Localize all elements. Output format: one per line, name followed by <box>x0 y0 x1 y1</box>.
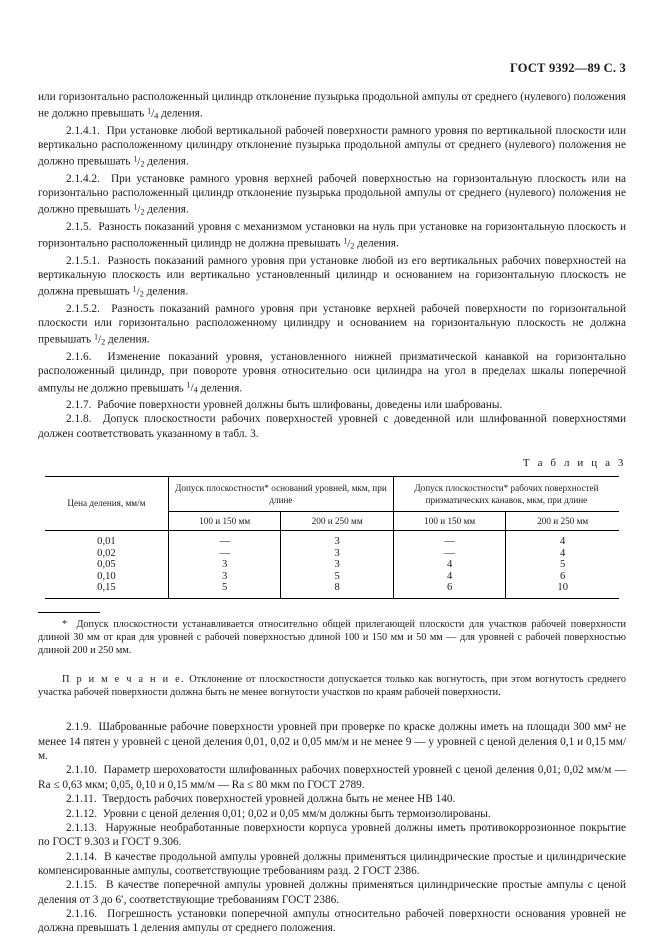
paragraph-2-1-9 <box>38 720 626 763</box>
cell-division-value: 0,01 <box>45 531 168 548</box>
paragraph-2-1-8 <box>38 412 626 441</box>
paragraph-number: 2.1.12. <box>66 807 98 820</box>
paragraph-continuation: или горизонтально расположенный цилиндр отклонение пузырька продольной ампулы от среднего (нулевого) положения не должно превышать $^1$/4 деления. <box>38 90 626 121</box>
paragraph-text-after: деления. <box>144 204 189 217</box>
paragraph-text-after: деления. <box>143 285 189 298</box>
paragraph-text: В качестве продольной ампулы уровней должны применяться цилиндрические простые и цилиндрические компенсированные ампулы, соответствующие требованиям разд. 2 ГОСТ 2386. <box>38 850 626 877</box>
cell-groove-200-250: 5 <box>506 559 619 571</box>
cell-groove-200-250: 4 <box>506 531 619 548</box>
paragraph-2-1-4-1 <box>38 124 626 172</box>
paragraph-text: Твердость рабочих поверхностей уровней должна быть не менее HB 140. <box>102 793 456 806</box>
cell-groove-200-250: 4 <box>506 548 619 560</box>
paragraph-number: 2.1.7. <box>66 399 92 412</box>
footnote-flatness-tolerance <box>38 618 626 657</box>
paragraph-text: Наружные необработанные поверхности корпуса уровней должны иметь противокоррозионное покрытие по ГОСТ 9.303 и ГОСТ 9.306. <box>38 821 626 849</box>
cell-groove-100-150: 4 <box>393 571 506 583</box>
cell-base-100-150: 3 <box>168 559 281 571</box>
cell-groove-100-150: 6 <box>393 582 506 598</box>
paragraph-number: 2.1.16. <box>66 907 98 920</box>
paragraph-text-before: Изменение показаний уровня, установленного нижней призматической канавкой на горизонтально расположенный цилиндр, при повороте уровня относительно оси цилиндра на угол в пределах шкалы поперечной ампулы не должно превышать <box>38 350 626 395</box>
paragraph-text-before: При установке рамного уровня верхней рабочей поверхностью на горизонтальную плоскость или на горизонтально расположенный цилиндр отклонение пузырька продольной ампулы от среднего (нулевого) положения не должно превышать <box>38 172 627 217</box>
table-caption: Т а б л и ц а 3 <box>522 457 626 470</box>
paragraph-text-before: Разность показаний уровня с механизмом установки на нуль при установке на горизонтальную плоскость и горизонтально расположенный цилиндр не должна превышать <box>38 220 626 250</box>
cell-division-value: 0,02 <box>97 547 116 559</box>
paragraph-2-1-7 <box>38 398 626 412</box>
footnote-marker: * <box>62 619 68 631</box>
table-head <box>45 477 619 531</box>
column-header-length-200-250-groove: 200 и 250 мм <box>506 512 619 531</box>
paragraph-number: 2.1.5.1. <box>66 254 100 267</box>
paragraph-number: 2.1.4.1. <box>66 124 100 137</box>
paragraph-2-1-5-1 <box>38 254 626 302</box>
cell-base-100-150: — <box>168 531 281 548</box>
paragraph-text-after: деления. <box>354 237 399 250</box>
paragraph-2-1-11 <box>38 792 626 806</box>
fraction-one-half: $^1$/2 <box>132 284 144 299</box>
table-header-row-group <box>45 477 619 512</box>
paragraph-text-before: Разность показаний рамного уровня при установке любой из его вертикальных рабочих поверхностей на вертикальную плоскость или вертикально установленный цилиндр и основанием на горизонтальную плоскость не должна превышать <box>38 254 626 298</box>
cell-base-200-250: 3 <box>281 559 394 571</box>
table-row <box>45 582 619 598</box>
paragraph-number: 2.1.10. <box>66 764 98 777</box>
paragraph-2-1-15 <box>38 878 626 907</box>
cell-division-value: 0,10 <box>97 570 116 582</box>
paragraph-number: 2.1.5. <box>66 220 92 233</box>
cell-groove-100-150: 4 <box>393 559 506 571</box>
footnote-text: Допуск плоскостности устанавливается относительно общей прилегающей плоскости для участков рабочей поверхности длиной 30 мм от края для уровней с рабочей поверхностью длиной 100 и 150 мм и 50 мм — для уровней с рабочей поверхностью длиной 200 и 250 мм. <box>38 619 626 657</box>
paragraph-2-1-6 <box>38 350 626 398</box>
paragraph-number: 2.1.15. <box>66 879 98 892</box>
cell-base-200-250: 8 <box>281 582 394 598</box>
paragraph-text-after: деления. <box>105 334 150 347</box>
paragraph-2-1-4-2 <box>38 172 626 220</box>
fraction-one-half: $^1$/2 <box>133 154 145 169</box>
cell-base-100-150: 5 <box>168 582 281 598</box>
paragraph-text: Шаброванные рабочие поверхности уровней при проверке по краске должны иметь на площади 300 мм² не менее 14 пятен у уровней с ценой деления 0,01, 0,02 и 0,05 мм/м и не менее 9 — у уровней с ценой деления 0,1 и 0,15 мм/м. <box>38 721 626 763</box>
paragraph-2-1-14 <box>38 850 626 879</box>
fraction-one-half: $^1$/2 <box>133 202 145 217</box>
paragraph-text: Параметр шероховатости шлифованных рабочих поверхностей уровней с ценой деления 0,01; 0,02 мм/м — Ra ≤ 0,63 мкм; 0,05, 0,10 и 0,15 мм/м — Ra ≤ 80 мкм по ГОСТ 2789. <box>38 764 626 791</box>
cell-groove-100-150: — <box>393 548 506 560</box>
table-row <box>45 559 619 571</box>
paragraph-number: 2.1.13. <box>66 821 98 834</box>
paragraph-number: 2.1.14. <box>66 850 98 863</box>
table-wrapper <box>38 476 626 599</box>
cell-base-200-250: 3 <box>281 548 394 560</box>
paragraph-number: 2.1.4.2. <box>66 172 100 185</box>
column-header-length-100-150-base: 100 и 150 мм <box>168 512 281 531</box>
flatness-tolerance-table <box>45 476 619 599</box>
paragraph-text-after: деления. <box>197 382 243 395</box>
paragraph-2-1-5 <box>38 220 626 254</box>
table-row <box>45 548 619 560</box>
note-concavity <box>38 673 626 699</box>
column-group-header-groove-flatness: Допуск плоскостности* рабочих поверхностей призматических канавок, мкм, при длине <box>393 477 619 512</box>
fraction-one-quarter: $^1$/4 <box>147 106 159 121</box>
column-header-division-value: Цена деления, мм/м <box>45 477 168 531</box>
paragraph-number: 2.1.8. <box>66 413 92 426</box>
fraction-one-half: $^1$/2 <box>343 236 355 251</box>
paragraph-text: Допуск плоскостности рабочих поверхностей уровней с доведенной или шлифованной поверхностями должен соответствовать указанному в табл. 3. <box>38 413 626 440</box>
paragraph-number: 2.1.11. <box>66 793 97 806</box>
paragraph-2-1-12 <box>38 807 626 821</box>
paragraph-text: Рабочие поверхности уровней должны быть шлифованы, доведены или шаброваны. <box>97 399 503 412</box>
footnote-separator-rule <box>38 612 100 613</box>
paragraph-text: Погрешность установки поперечной ампулы относительно рабочей поверхности основания уровней не должна превышать 1 деления ампулы от среднего положения. <box>38 907 627 935</box>
paragraph-2-1-13 <box>38 821 626 850</box>
paragraph-2-1-16 <box>38 907 626 936</box>
paragraph-number: 2.1.9. <box>66 721 92 734</box>
cell-groove-100-150: — <box>393 531 506 548</box>
note-label: П р и м е ч а н и е. <box>62 674 186 686</box>
note-text: Отклонение от плоскостности допускается только как вогнутость, при этом вогнутость среднего участка рабочей поверхности должна быть не менее вогнутости участков по краям рабочей поверхности. <box>38 674 626 699</box>
fraction-one-quarter: $^1$/4 <box>186 380 198 395</box>
table-row <box>45 531 619 548</box>
column-header-length-100-150-groove: 100 и 150 мм <box>393 512 506 531</box>
paragraph-text-after: деления. <box>144 155 189 168</box>
cell-base-100-150: — <box>168 548 281 560</box>
cell-base-200-250: 3 <box>281 531 394 548</box>
paragraph-number: 2.1.5.2. <box>66 302 100 315</box>
table-body <box>45 531 619 599</box>
running-head: ГОСТ 9392—89 С. 3 <box>509 61 626 75</box>
cell-base-100-150: 3 <box>168 571 281 583</box>
column-header-length-200-250-base: 200 и 250 мм <box>281 512 394 531</box>
paragraph-number: 2.1.6. <box>66 350 92 363</box>
fraction-one-half: $^1$/2 <box>93 332 106 347</box>
page-content <box>38 62 626 936</box>
table-row <box>45 571 619 583</box>
column-group-header-base-flatness: Допуск плоскостности* оснований уровней, мкм, при длине <box>168 477 393 512</box>
paragraph-text-before: Разность показаний рамного уровня при установке верхней рабочей поверхности по горизонтальной плоскости или горизонтально расположенному цилиндру и основанием на горизонтальную плоскость не должна превышать <box>38 302 626 347</box>
cell-groove-200-250: 6 <box>506 571 619 583</box>
paragraph-text: В качестве поперечной ампулы уровней должны применяться цилиндрические простые ампулы с ценой деления от 3 до 6′, соответствующие требованиям ГОСТ 2386. <box>38 879 626 906</box>
cell-division-value: 0,05 <box>97 559 116 571</box>
paragraph-text-before: При установке любой вертикальной рабочей поверхности рамного уровня по вертикальной плоскости или вертикально расположенному цилиндру отклонение пузырька продольной ампулы от среднего (нулевого) положения не должно превышать <box>38 124 626 168</box>
cell-division-value: 0,15 <box>45 582 168 598</box>
cell-base-200-250: 5 <box>281 571 394 583</box>
cell-groove-200-250: 10 <box>506 582 619 598</box>
paragraph-2-1-10 <box>38 763 626 792</box>
paragraph-text: Уровни с ценой деления 0,01; 0,02 и 0,05 мм/м должны быть термоизолированы. <box>102 807 491 820</box>
paragraph-2-1-5-2 <box>38 302 626 350</box>
